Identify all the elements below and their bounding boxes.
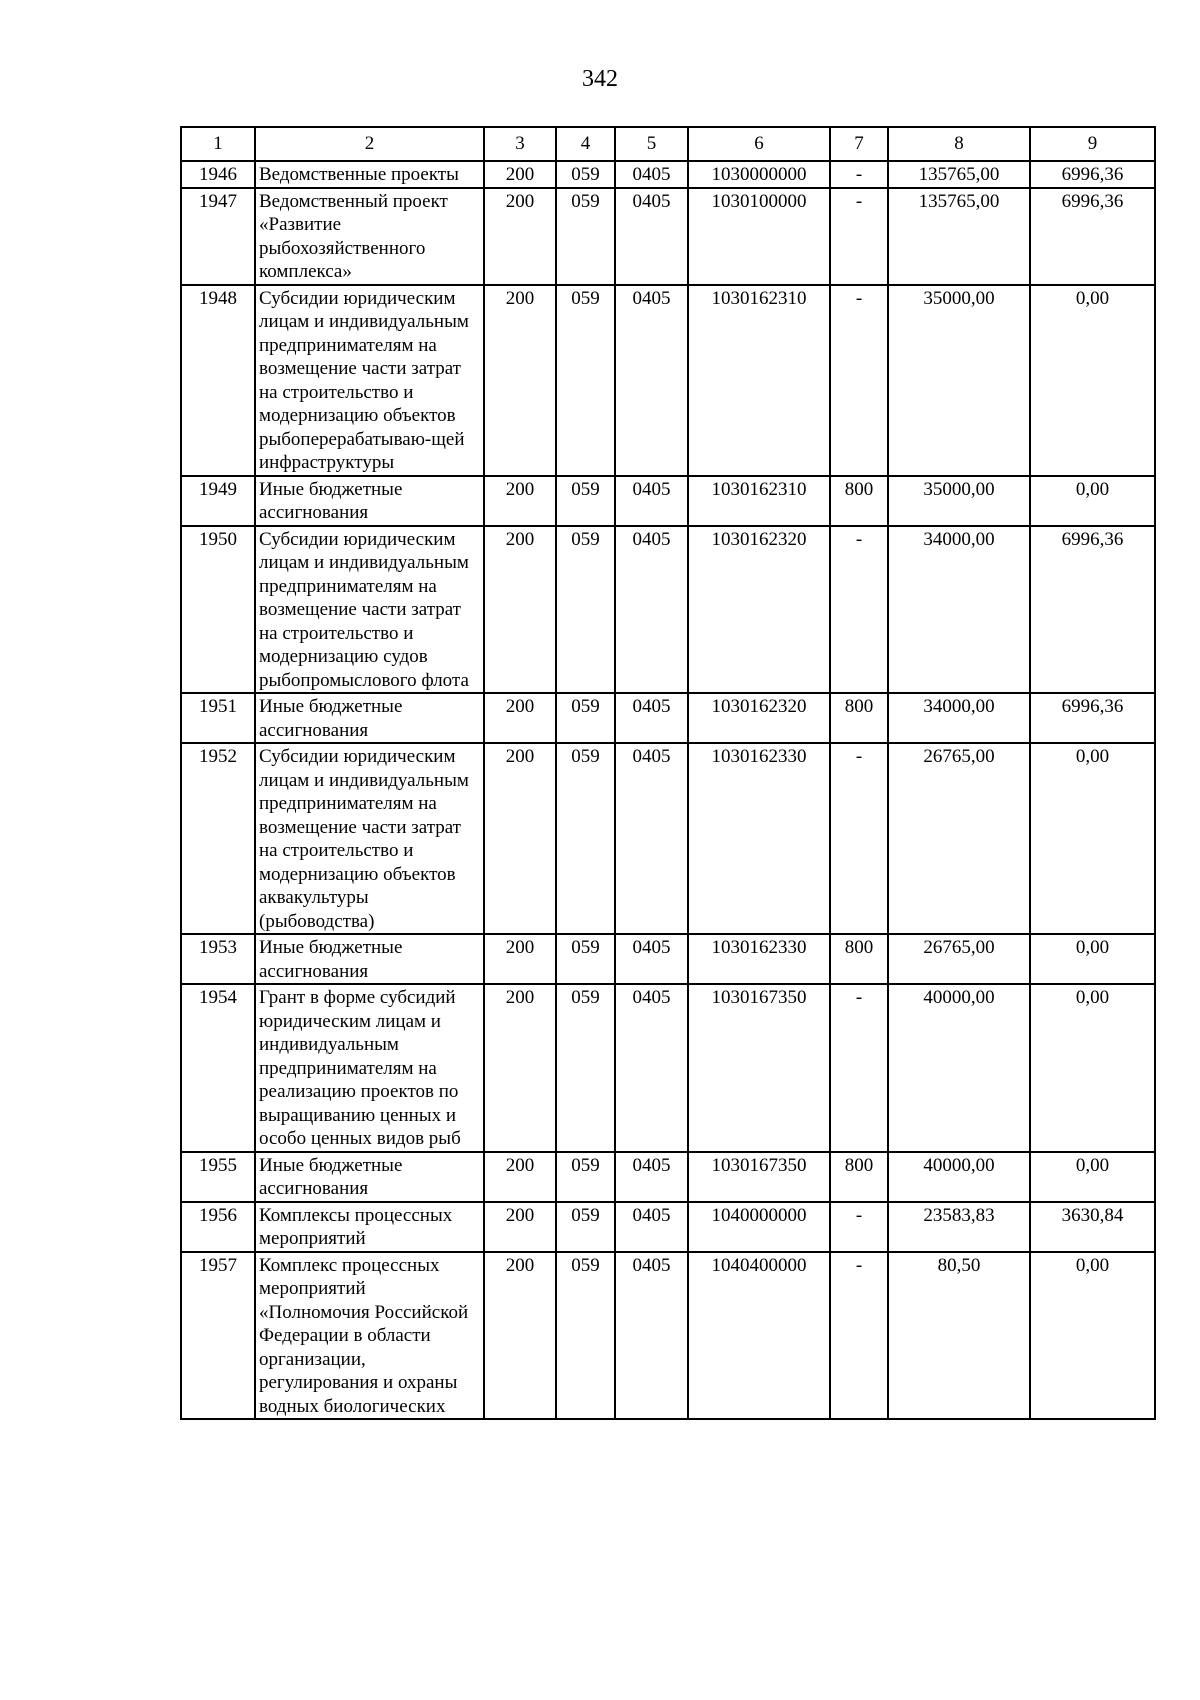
code-cell: - — [830, 1252, 888, 1420]
table-row — [181, 188, 1155, 285]
name-cell: Субсидии юридическим лицам и индивидуальным предпринимателям на возмещение части затрат на строительство и модернизацию судов рыбопромыслового флота — [255, 526, 484, 694]
code-cell: 800 — [830, 693, 888, 743]
code-cell: - — [830, 188, 888, 285]
column-header: 4 — [556, 127, 615, 161]
table-row — [181, 693, 1155, 743]
table-row — [181, 285, 1155, 476]
table-row — [181, 1202, 1155, 1252]
table-row — [181, 934, 1155, 984]
code-cell: 1030000000 — [688, 161, 830, 188]
table-row — [181, 1252, 1155, 1420]
amount-cell: 34000,00 — [888, 693, 1030, 743]
code-cell: 059 — [556, 476, 615, 526]
amount-cell: 40000,00 — [888, 1152, 1030, 1202]
code-cell: 1030162330 — [688, 743, 830, 934]
code-cell: 059 — [556, 743, 615, 934]
code-cell: 200 — [484, 188, 556, 285]
row-number-cell: 1946 — [181, 161, 255, 188]
amount-cell: 0,00 — [1030, 934, 1155, 984]
budget-table — [180, 126, 1156, 1420]
amount-cell: 135765,00 — [888, 161, 1030, 188]
amount-cell: 0,00 — [1030, 1152, 1155, 1202]
code-cell: 059 — [556, 285, 615, 476]
code-cell: 0405 — [615, 476, 688, 526]
amount-cell: 0,00 — [1030, 1252, 1155, 1420]
code-cell: 1030162310 — [688, 285, 830, 476]
name-cell: Субсидии юридическим лицам и индивидуальным предпринимателям на возмещение части затрат на строительство и модернизацию объектов рыбоперерабатываю-щей инфраструктуры — [255, 285, 484, 476]
code-cell: 800 — [830, 1152, 888, 1202]
amount-cell: 34000,00 — [888, 526, 1030, 694]
code-cell: 0405 — [615, 188, 688, 285]
code-cell: - — [830, 161, 888, 188]
code-cell: 0405 — [615, 526, 688, 694]
amount-cell: 6996,36 — [1030, 161, 1155, 188]
row-number-cell: 1957 — [181, 1252, 255, 1420]
amount-cell: 40000,00 — [888, 984, 1030, 1152]
table-row — [181, 743, 1155, 934]
column-header: 2 — [255, 127, 484, 161]
column-header: 6 — [688, 127, 830, 161]
page-number: 342 — [582, 66, 618, 92]
name-cell: Ведомственный проект «Развитие рыбохозяйственного комплекса» — [255, 188, 484, 285]
code-cell: 1030167350 — [688, 984, 830, 1152]
code-cell: 200 — [484, 1202, 556, 1252]
code-cell: 1030167350 — [688, 1152, 830, 1202]
name-cell: Комплексы процессных мероприятий — [255, 1202, 484, 1252]
code-cell: 0405 — [615, 743, 688, 934]
code-cell: 800 — [830, 476, 888, 526]
table-row — [181, 1152, 1155, 1202]
name-cell: Иные бюджетные ассигнования — [255, 476, 484, 526]
name-cell: Субсидии юридическим лицам и индивидуальным предпринимателям на возмещение части затрат на строительство и модернизацию объектов аквакультуры (рыбоводства) — [255, 743, 484, 934]
row-number-cell: 1947 — [181, 188, 255, 285]
code-cell: 200 — [484, 285, 556, 476]
name-cell: Комплекс процессных мероприятий «Полномочия Российской Федерации в области организации, регулирования и охраны водных биологических — [255, 1252, 484, 1420]
code-cell: 200 — [484, 1252, 556, 1420]
code-cell: 1030162310 — [688, 476, 830, 526]
code-cell: - — [830, 1202, 888, 1252]
code-cell: 0405 — [615, 934, 688, 984]
code-cell: 059 — [556, 934, 615, 984]
code-cell: 200 — [484, 693, 556, 743]
code-cell: 059 — [556, 984, 615, 1152]
code-cell: 1030162330 — [688, 934, 830, 984]
code-cell: 1030162320 — [688, 526, 830, 694]
table-header-row — [181, 127, 1155, 161]
column-header: 3 — [484, 127, 556, 161]
code-cell: 059 — [556, 188, 615, 285]
code-cell: 1030162320 — [688, 693, 830, 743]
amount-cell: 35000,00 — [888, 285, 1030, 476]
name-cell: Иные бюджетные ассигнования — [255, 934, 484, 984]
amount-cell: 6996,36 — [1030, 526, 1155, 694]
row-number-cell: 1954 — [181, 984, 255, 1152]
code-cell: 1040400000 — [688, 1252, 830, 1420]
code-cell: 200 — [484, 934, 556, 984]
row-number-cell: 1952 — [181, 743, 255, 934]
row-number-cell: 1950 — [181, 526, 255, 694]
code-cell: 200 — [484, 1152, 556, 1202]
column-header: 7 — [830, 127, 888, 161]
code-cell: 059 — [556, 161, 615, 188]
column-header: 1 — [181, 127, 255, 161]
code-cell: 0405 — [615, 1202, 688, 1252]
code-cell: 0405 — [615, 161, 688, 188]
code-cell: 059 — [556, 693, 615, 743]
amount-cell: 35000,00 — [888, 476, 1030, 526]
code-cell: 200 — [484, 984, 556, 1152]
amount-cell: 0,00 — [1030, 476, 1155, 526]
amount-cell: 6996,36 — [1030, 188, 1155, 285]
name-cell: Иные бюджетные ассигнования — [255, 693, 484, 743]
code-cell: 0405 — [615, 285, 688, 476]
row-number-cell: 1948 — [181, 285, 255, 476]
amount-cell: 26765,00 — [888, 743, 1030, 934]
code-cell: - — [830, 526, 888, 694]
code-cell: 200 — [484, 743, 556, 934]
amount-cell: 3630,84 — [1030, 1202, 1155, 1252]
code-cell: 1030100000 — [688, 188, 830, 285]
code-cell: 200 — [484, 526, 556, 694]
code-cell: 059 — [556, 1252, 615, 1420]
code-cell: 059 — [556, 1202, 615, 1252]
row-number-cell: 1951 — [181, 693, 255, 743]
amount-cell: 0,00 — [1030, 285, 1155, 476]
amount-cell: 135765,00 — [888, 188, 1030, 285]
table-row — [181, 984, 1155, 1152]
row-number-cell: 1953 — [181, 934, 255, 984]
name-cell: Ведомственные проекты — [255, 161, 484, 188]
amount-cell: 23583,83 — [888, 1202, 1030, 1252]
code-cell: 200 — [484, 476, 556, 526]
code-cell: 800 — [830, 934, 888, 984]
amount-cell: 6996,36 — [1030, 693, 1155, 743]
amount-cell: 0,00 — [1030, 984, 1155, 1152]
table-row — [181, 476, 1155, 526]
code-cell: 1040000000 — [688, 1202, 830, 1252]
code-cell: 0405 — [615, 984, 688, 1152]
column-header: 5 — [615, 127, 688, 161]
code-cell: 200 — [484, 161, 556, 188]
code-cell: - — [830, 743, 888, 934]
code-cell: 0405 — [615, 1252, 688, 1420]
table-row — [181, 161, 1155, 188]
code-cell: 059 — [556, 526, 615, 694]
code-cell: 0405 — [615, 1152, 688, 1202]
row-number-cell: 1949 — [181, 476, 255, 526]
code-cell: - — [830, 984, 888, 1152]
row-number-cell: 1956 — [181, 1202, 255, 1252]
row-number-cell: 1955 — [181, 1152, 255, 1202]
amount-cell: 80,50 — [888, 1252, 1030, 1420]
name-cell: Иные бюджетные ассигнования — [255, 1152, 484, 1202]
code-cell: 0405 — [615, 693, 688, 743]
table-row — [181, 526, 1155, 694]
code-cell: 059 — [556, 1152, 615, 1202]
amount-cell: 26765,00 — [888, 934, 1030, 984]
code-cell: - — [830, 285, 888, 476]
amount-cell: 0,00 — [1030, 743, 1155, 934]
name-cell: Грант в форме субсидий юридическим лицам и индивидуальным предпринимателям на реализацию проектов по выращиванию ценных и особо ценных видов рыб — [255, 984, 484, 1152]
column-header: 9 — [1030, 127, 1155, 161]
column-header: 8 — [888, 127, 1030, 161]
